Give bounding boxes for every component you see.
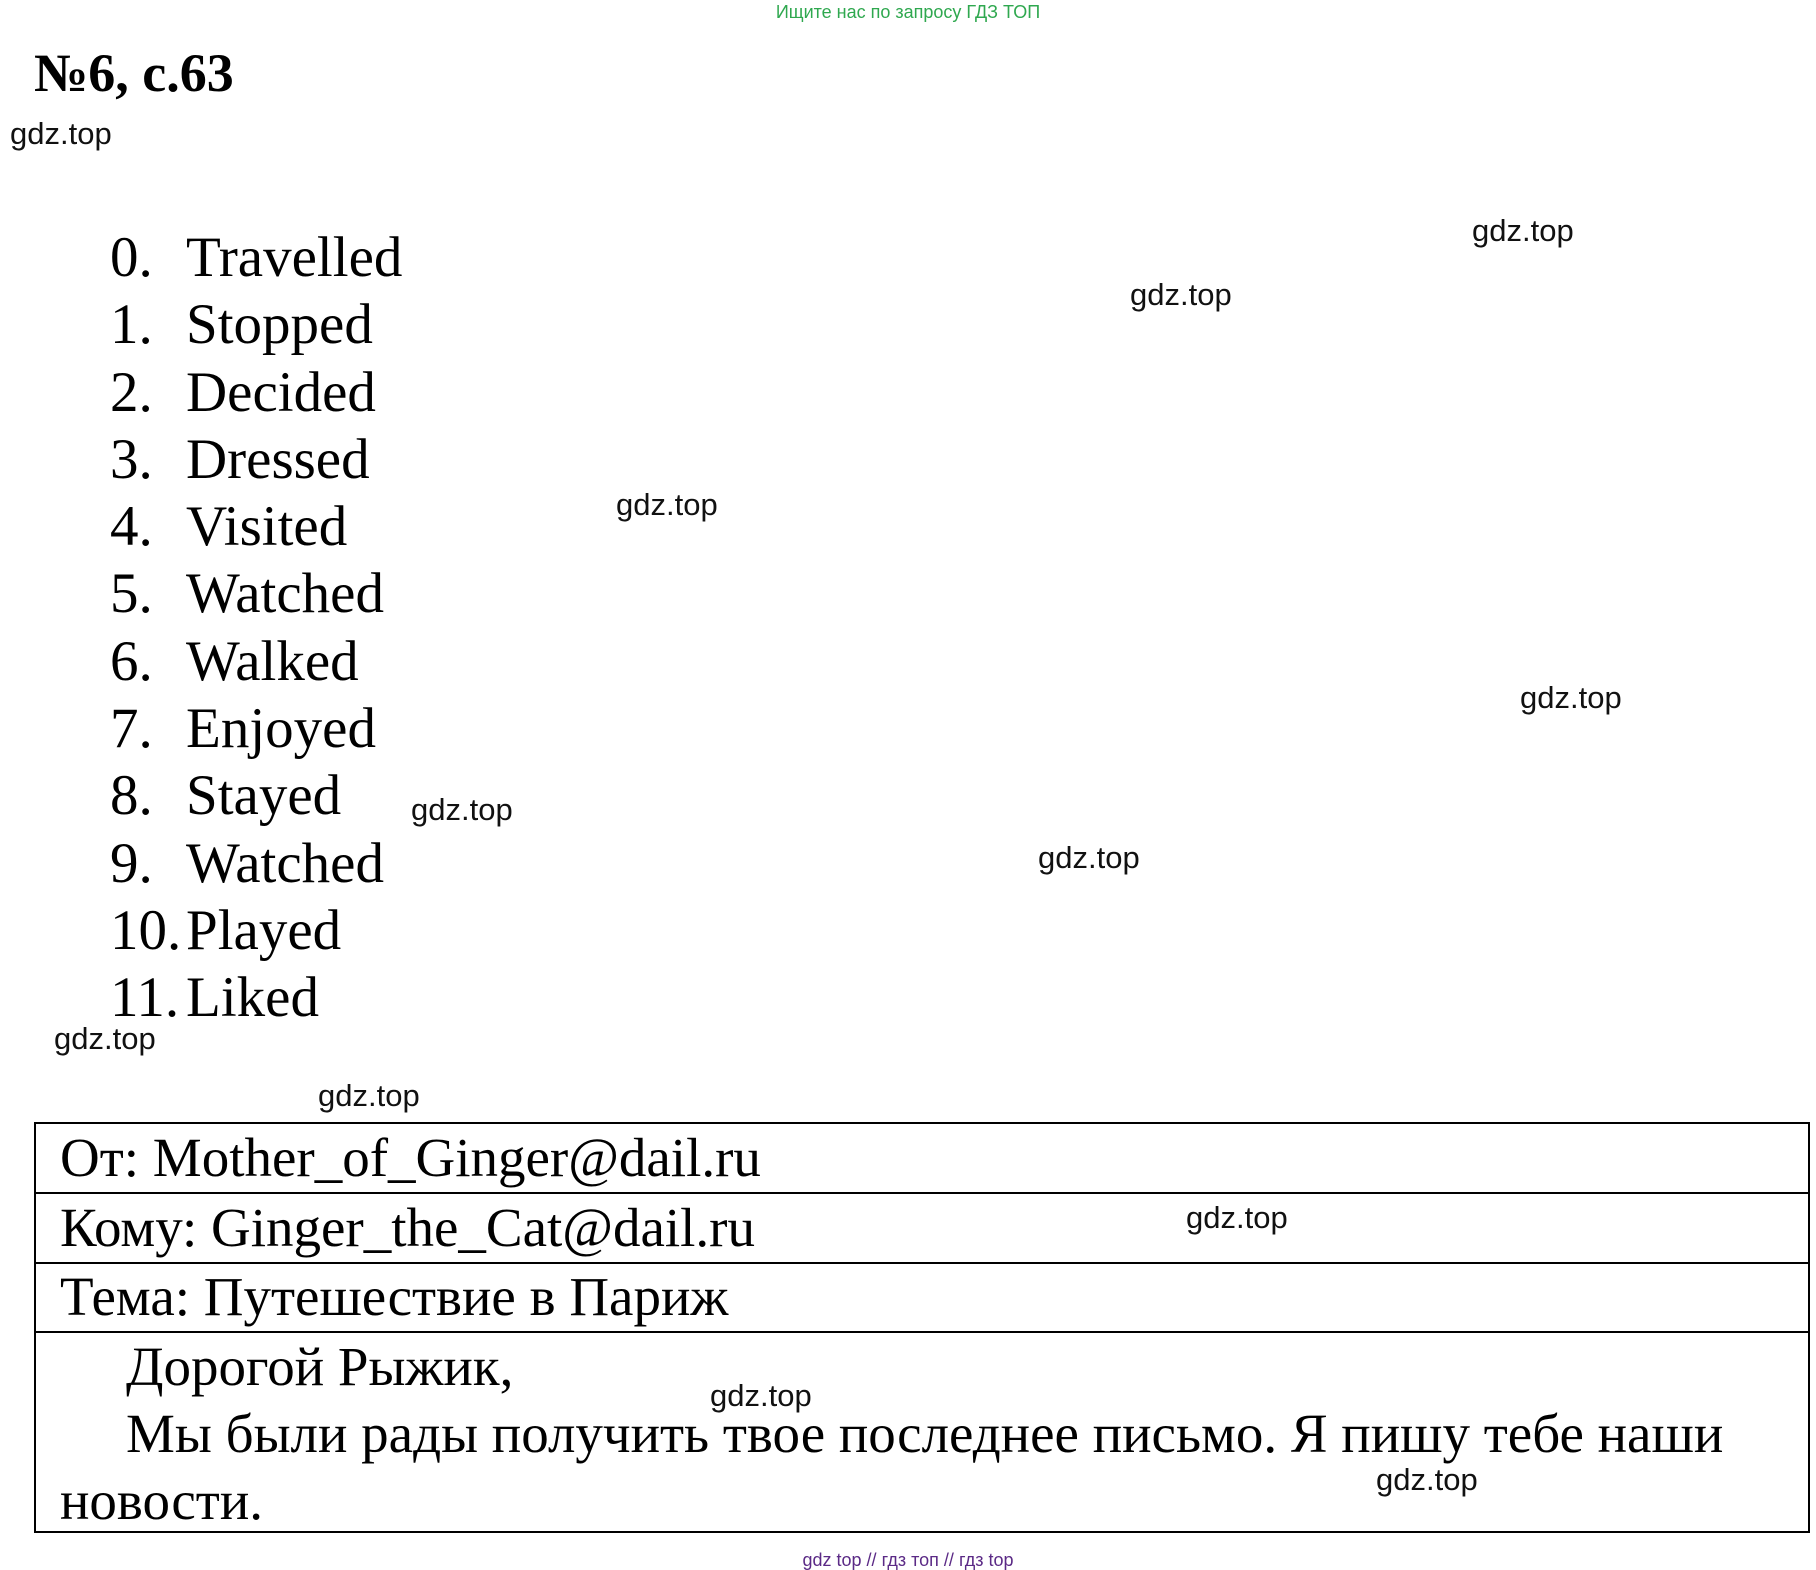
answer-word: Dressed: [186, 427, 370, 491]
answer-word: Travelled: [186, 226, 403, 289]
footer-separator: //: [866, 1550, 877, 1570]
answer-list: [110, 224, 402, 1032]
email-body: [36, 1333, 1808, 1531]
email-to: Кому: Ginger_the_Cat@dail.ru: [36, 1194, 1808, 1264]
answer-number: 11.: [110, 966, 180, 1030]
list-item: [110, 493, 402, 560]
email-subject: Тема: Путешествие в Париж: [36, 1263, 1808, 1333]
list-item: [110, 762, 402, 829]
footer-separator: //: [943, 1550, 954, 1570]
watermark: gdz.top: [1520, 680, 1622, 715]
list-item: [110, 628, 402, 695]
watermark: gdz.top: [710, 1378, 812, 1413]
answer-number: 4.: [110, 495, 153, 559]
list-item: [110, 426, 402, 493]
list-item: [110, 964, 402, 1031]
answer-word: Watched: [186, 831, 384, 895]
watermark: gdz.top: [1186, 1200, 1288, 1235]
answer-number: 3.: [110, 427, 153, 491]
answer-number: 0.: [110, 226, 153, 289]
answer-word: Enjoyed: [186, 697, 376, 761]
list-item: [110, 897, 402, 964]
watermark: gdz.top: [1472, 213, 1574, 248]
watermark: gdz.top: [1376, 1462, 1478, 1497]
footer-link[interactable]: гдз топ: [881, 1550, 939, 1570]
list-item: [110, 224, 402, 291]
answer-number: 9.: [110, 831, 153, 895]
email-greeting: Дорогой Рыжик,: [126, 1336, 514, 1397]
top-banner: Ищите нас по запросу ГДЗ ТОП: [775, 2, 1041, 22]
answer-word: Decided: [186, 360, 376, 424]
footer-link[interactable]: gdz top: [802, 1550, 862, 1570]
watermark: gdz.top: [411, 792, 513, 827]
answer-number: 1.: [110, 293, 153, 357]
answer-number: 2.: [110, 360, 153, 424]
watermark: gdz.top: [318, 1078, 420, 1113]
answer-word: Liked: [186, 966, 319, 1030]
answer-word: Played: [186, 898, 342, 962]
answer-number: 5.: [110, 562, 153, 626]
answer-number: 7.: [110, 697, 153, 761]
answer-word: Stayed: [186, 764, 342, 828]
footer: [0, 1550, 1816, 1570]
footer-link[interactable]: гдз top: [958, 1550, 1014, 1570]
answer-word: Stopped: [186, 293, 373, 357]
answer-word: Visited: [186, 495, 348, 559]
watermark: gdz.top: [1038, 840, 1140, 875]
email-box: [34, 1122, 1810, 1533]
watermark: gdz.top: [10, 116, 112, 151]
list-item: [110, 560, 402, 627]
answer-number: 10.: [110, 898, 182, 962]
answer-word: Watched: [186, 562, 384, 626]
list-item: [110, 291, 402, 358]
email-from: От: Mother_of_Ginger@dail.ru: [36, 1124, 1808, 1194]
answer-word: Walked: [186, 629, 359, 693]
task-title: №6, с.63: [34, 43, 234, 103]
watermark: gdz.top: [616, 487, 718, 522]
list-item: [110, 695, 402, 762]
answer-number: 6.: [110, 629, 153, 693]
watermark: gdz.top: [54, 1021, 156, 1056]
list-item: [110, 830, 402, 897]
watermark: gdz.top: [1130, 277, 1232, 312]
answer-number: 8.: [110, 764, 153, 828]
email-body-text: Мы были рады получить твое последнее письмо. Я пишу тебе наши новости.: [60, 1403, 1724, 1531]
list-item: [110, 359, 402, 426]
